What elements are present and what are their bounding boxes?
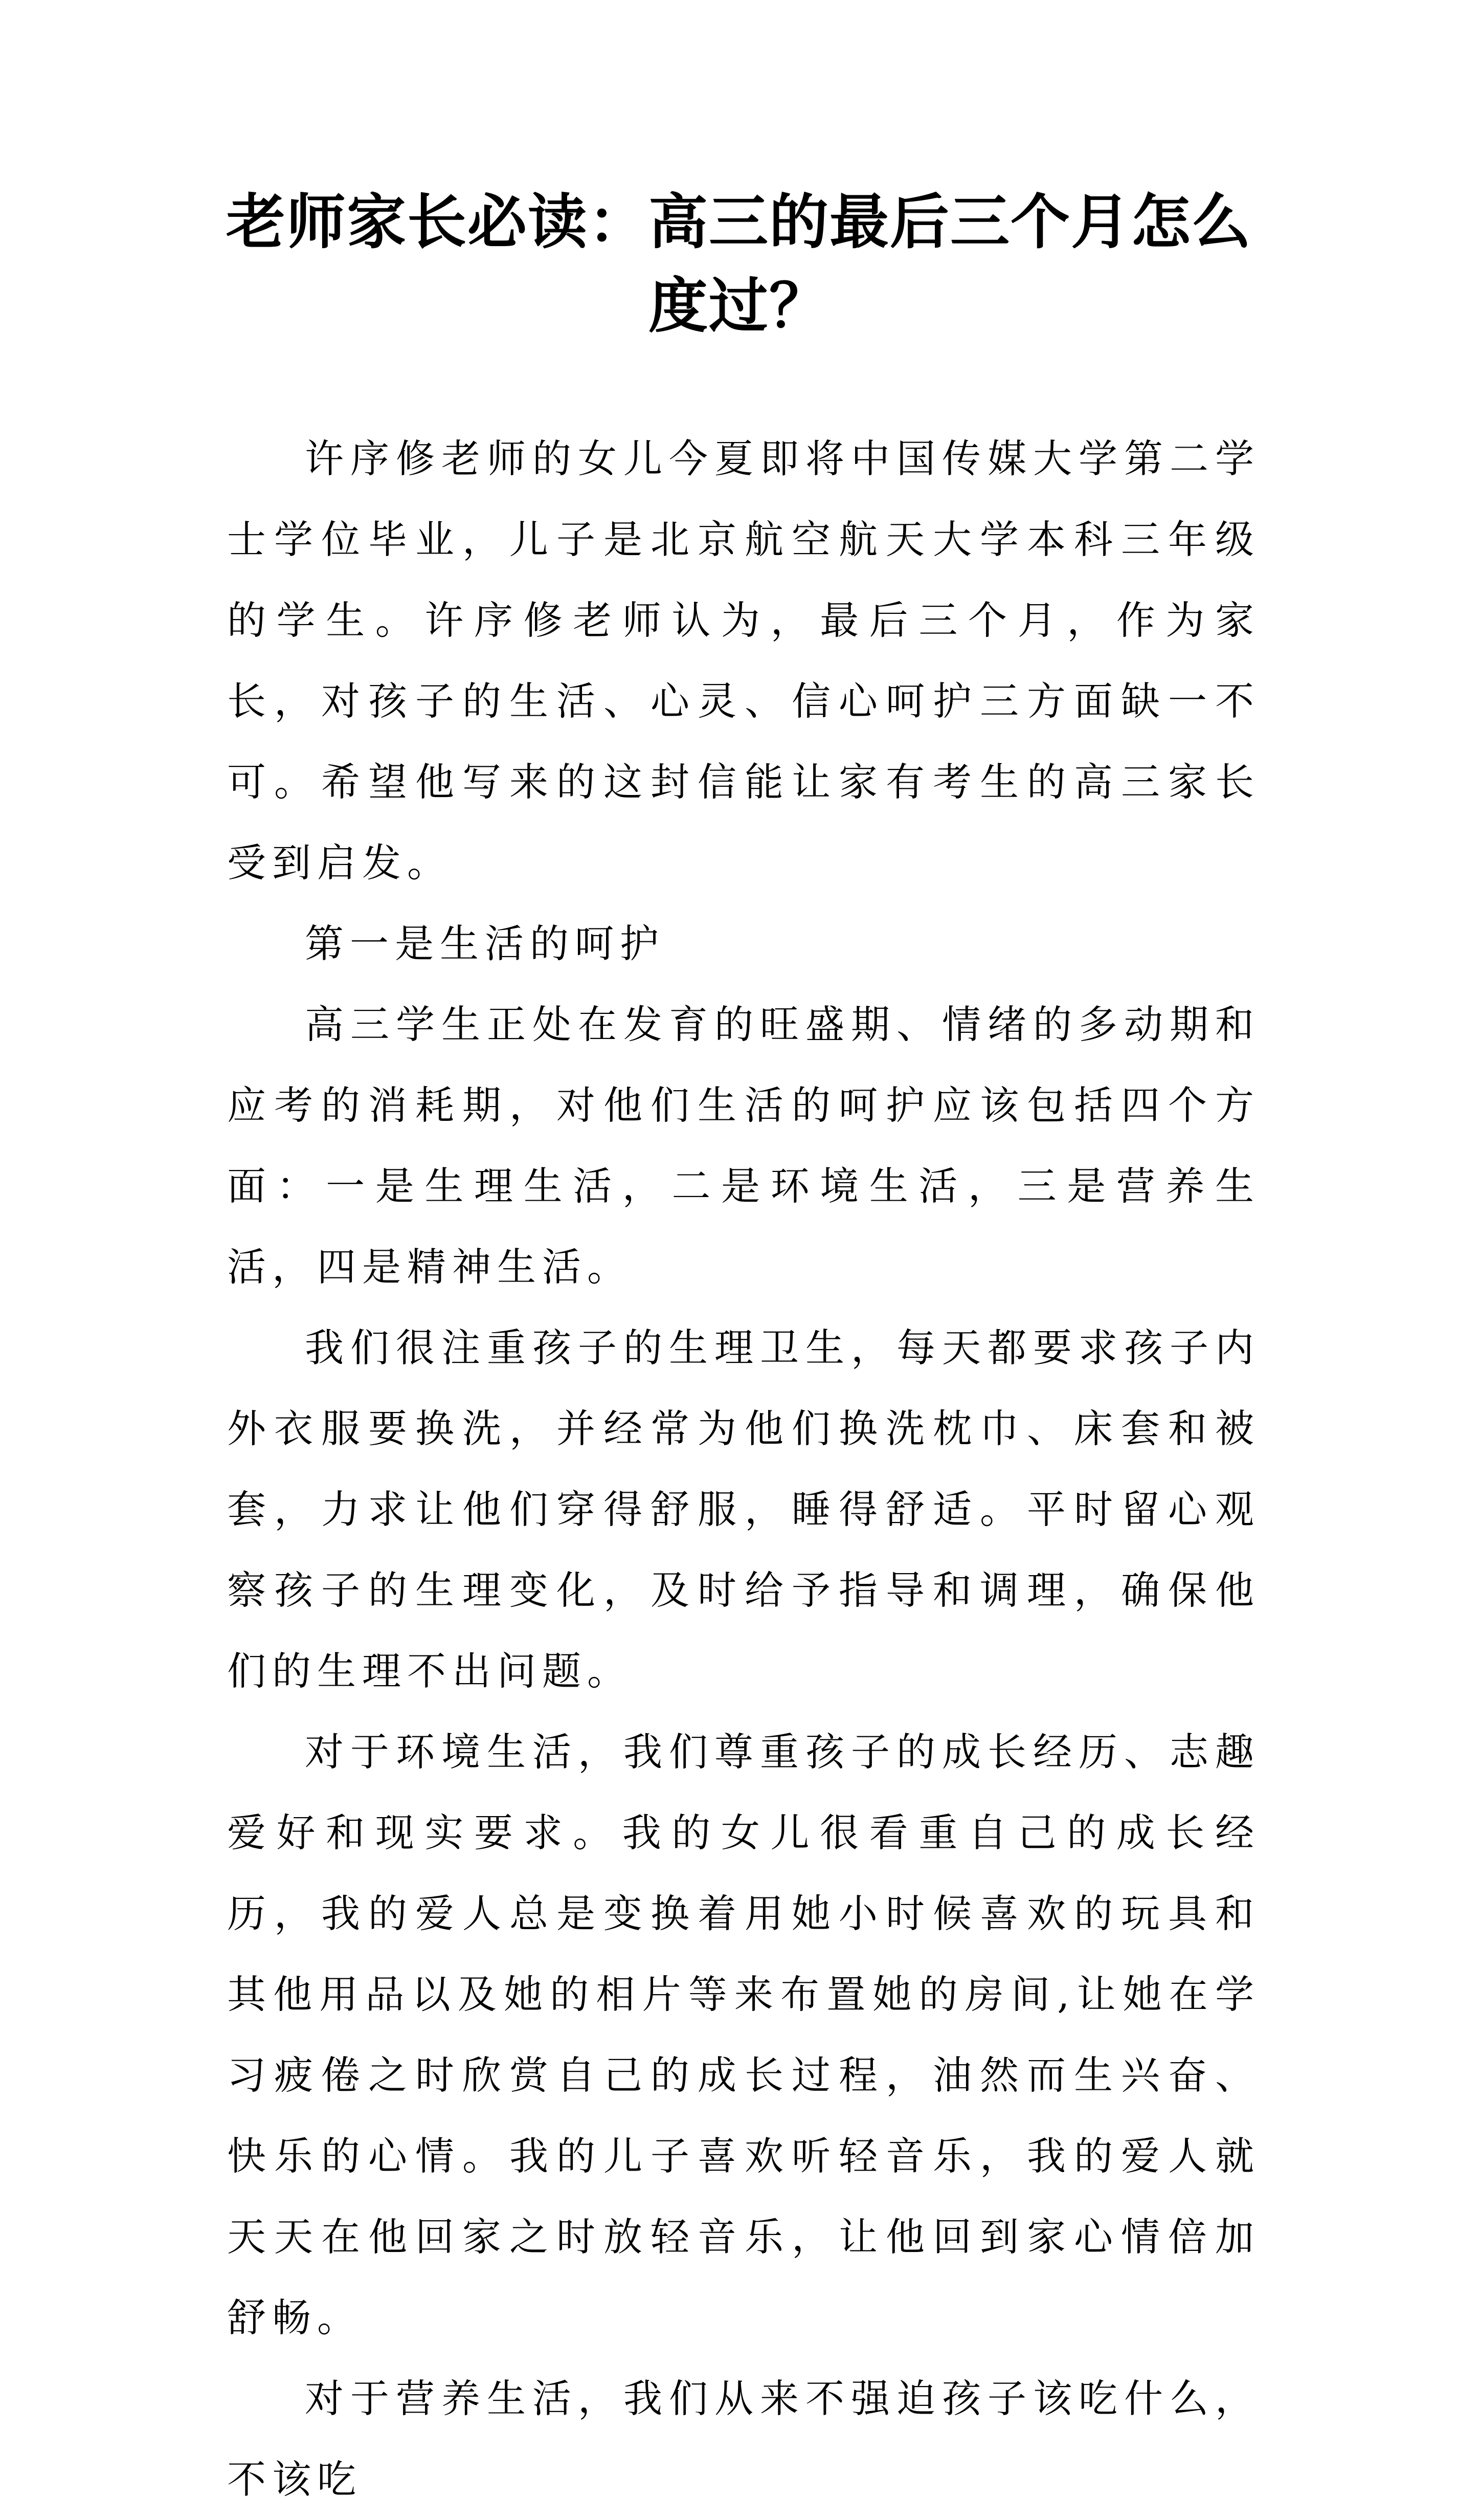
- paragraph: 对于环境生活，我们尊重孩子的成长经历、志趣爱好和现实要求。我的女儿很看重自己的成长经历，我的爱人总是变换着用她小时候喜欢的玩具和其他用品以及她的相片等来布置她的房间,让她在学习疲倦之时欣赏自己的成长过程，油然而生兴奋、快乐的心情。我的儿子喜欢听轻音乐，我的爱人就天天在他回家之时放轻音乐，让他回到家心情倍加舒畅。: [227, 1729, 1260, 2340]
- document-title: 老师家长必读：高三的最后三个月怎么度过？: [226, 187, 1252, 341]
- paragraph: 许序修老师的女儿今夏即将中国传媒大学第二学士学位毕业，儿子是北京航空航天大学本科三年级的学生。许序修老师认为，最后三个月，作为家长，对孩子的生活、心灵、信心呵护三方面缺一不可。希望他写来的这封信能让家有考生的高三家长受到启发。: [227, 436, 1260, 886]
- document-body: [227, 418, 1260, 2520]
- paragraph: 对于营养生活，我们从来不强迫孩子该吃什么，不该吃: [227, 2376, 1260, 2502]
- paragraph: 我们很注重孩子的生理卫生，每天都要求孩子内外衣服要换洗，并经常为他们换洗枕巾、床套和被套，力求让他们穿得舒服，睡得舒适。平时留心观察孩子的生理变化，及时给予指导和调理，确保他们的生理不出问题。: [227, 1325, 1260, 1694]
- paragraph: 高三学生正处在发育的旺盛期、情绪的多动期和应考的消耗期，对他们生活的呵护应该包括四个方面：一是生理生活，二是环境生活，三是营养生活，四是精神生活。: [227, 1002, 1260, 1290]
- section-heading: 第一是生活的呵护: [305, 921, 665, 966]
